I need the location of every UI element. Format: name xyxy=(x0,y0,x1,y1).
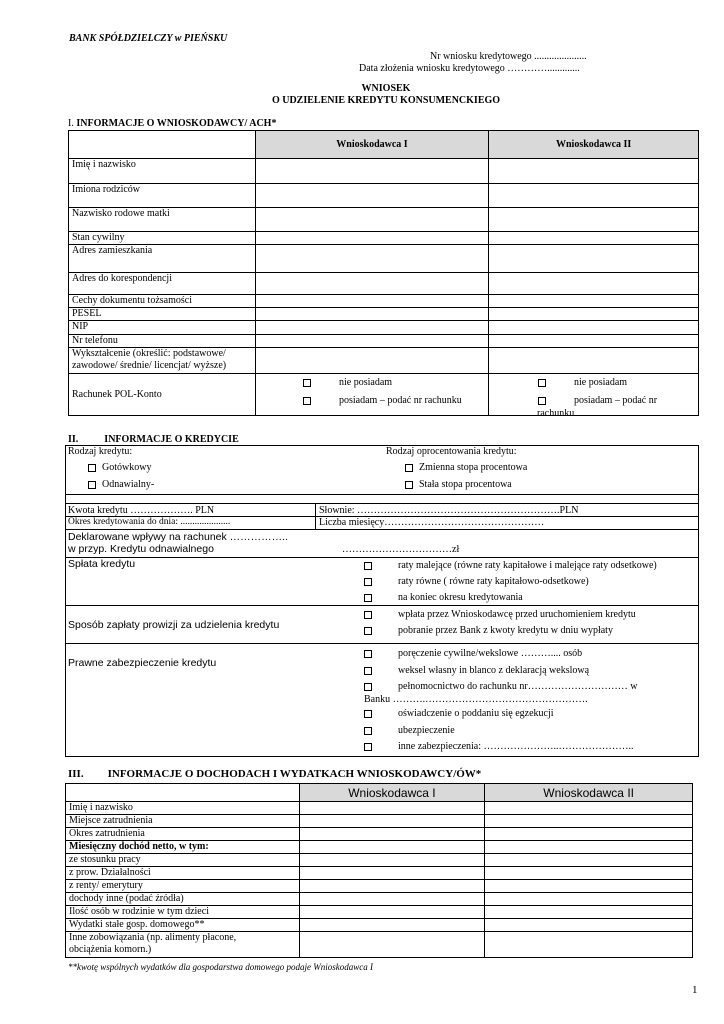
collateral-opt-ubezpieczenie[interactable]: ubezpieczenie xyxy=(364,725,455,737)
checkbox-icon[interactable] xyxy=(303,397,311,405)
row-label: Nr telefonu xyxy=(69,335,256,348)
repayment-opt-malejace[interactable]: raty malejące (równe raty kapitałowe i malejące raty odsetkowe) xyxy=(364,560,657,572)
input-cell[interactable] xyxy=(299,841,485,854)
checkbox-icon[interactable] xyxy=(364,578,372,586)
input-cell[interactable] xyxy=(299,802,485,815)
input-cell[interactable] xyxy=(299,932,485,958)
input-cell[interactable] xyxy=(485,867,693,880)
row-label: Cechy dokumentu tożsamości xyxy=(69,295,256,308)
input-cell[interactable] xyxy=(485,932,693,958)
interest-type-label: Rodzaj oprocentowania kredytu: xyxy=(386,446,517,457)
input-cell[interactable] xyxy=(255,273,489,295)
repayment-opt-koniec[interactable]: na koniec okresu kredytowania xyxy=(364,592,523,604)
input-cell[interactable] xyxy=(485,906,693,919)
form-title: WNIOSEK xyxy=(361,83,411,94)
row-label: Miejsce zatrudnienia xyxy=(66,815,300,828)
checkbox-icon[interactable] xyxy=(405,481,413,489)
commission-opt-wplata[interactable]: wpłata przez Wnioskodawcę przed uruchomieniem kredytu xyxy=(364,609,636,621)
checkbox-icon[interactable] xyxy=(303,379,311,387)
applicant-info-table xyxy=(68,130,699,416)
repayment-opt-rowne[interactable]: raty równe ( równe raty kapitałowo-odsetkowe) xyxy=(364,576,589,588)
row-label: NIP xyxy=(69,321,256,335)
collateral-opt-weksel[interactable]: weksel własny in blanco z deklaracją wekslową xyxy=(364,665,589,677)
checkbox-icon[interactable] xyxy=(364,650,372,658)
input-cell[interactable] xyxy=(489,159,699,184)
acc2-opt-nie[interactable]: nie posiadam xyxy=(538,377,627,389)
acc1-opt-posiadam[interactable]: posiadam – podać nr rachunku xyxy=(303,395,462,407)
checkbox-icon[interactable] xyxy=(364,727,372,735)
input-cell[interactable] xyxy=(489,335,699,348)
input-cell[interactable] xyxy=(489,208,699,232)
row-label-obligations: Inne zobowiązania (np. alimenty płacone, obciążenia komorn.) xyxy=(66,932,300,958)
input-cell[interactable] xyxy=(255,295,489,308)
section2-heading: II. INFORMACJE O KREDYCIE xyxy=(68,434,239,445)
input-cell[interactable] xyxy=(489,232,699,245)
row-label: Nazwisko rodowe matki xyxy=(69,208,256,232)
acc2-opt-posiadam[interactable]: posiadam – podać nr xyxy=(538,395,657,407)
checkbox-icon[interactable] xyxy=(364,611,372,619)
collateral-label: Prawne zabezpieczenie kredytu xyxy=(68,657,217,669)
row-label: z renty/ emerytury xyxy=(66,880,300,893)
months-count[interactable]: Liczba miesięcy………………………………………… xyxy=(319,517,545,528)
checkbox-icon[interactable] xyxy=(88,464,96,472)
input-cell[interactable] xyxy=(255,159,489,184)
commission-label: Sposób zapłaty prowizji za udzielenia kredytu xyxy=(68,619,280,631)
input-cell[interactable] xyxy=(255,321,489,335)
checkbox-icon[interactable] xyxy=(405,464,413,472)
input-cell[interactable] xyxy=(299,867,485,880)
input-cell[interactable] xyxy=(299,919,485,932)
row-label-account: Rachunek POL-Konto xyxy=(69,374,256,416)
input-cell[interactable] xyxy=(255,245,489,273)
row-label: Imię i nazwisko xyxy=(66,802,300,815)
credit-type-label: Rodzaj kredytu: xyxy=(68,446,133,457)
page-number: 1 xyxy=(692,984,698,996)
collateral-opt-pelnomocnictwo[interactable]: pełnomocnictwo do rachunku nr………………………… w xyxy=(364,681,637,693)
bank-name: BANK SPÓŁDZIELCZY w PIEŃSKU xyxy=(69,33,228,44)
income-applicant2-header: Wnioskodawca II xyxy=(485,784,693,802)
repayment-label: Spłata kredytu xyxy=(68,558,136,570)
input-cell[interactable] xyxy=(485,854,693,867)
application-date: Data złożenia wniosku kredytowego …………............. xyxy=(359,63,580,74)
declared-inflows: Deklarowane wpływy na rachunek …………….. w przyp. Kredytu odnawialnego xyxy=(68,531,288,555)
row-label: Ilość osób w rodzinie w tym dzieci xyxy=(66,906,300,919)
applicant1-header: Wnioskodawca I xyxy=(255,131,489,159)
input-cell[interactable] xyxy=(255,184,489,208)
applicant2-header: Wnioskodawca II xyxy=(489,131,699,159)
row-label: Miesięczny dochód netto, w tym: xyxy=(66,841,300,854)
credit-amount-words[interactable]: Słownie: …………………………………………………….PLN xyxy=(319,505,579,516)
input-cell[interactable] xyxy=(299,893,485,906)
checkbox-icon[interactable] xyxy=(88,481,96,489)
checkbox-icon[interactable] xyxy=(364,710,372,718)
row-label: Wydatki stałe gosp. domowego** xyxy=(66,919,300,932)
interest-stala[interactable]: Stała stopa procentowa xyxy=(405,479,512,491)
acc1-opt-nie[interactable]: nie posiadam xyxy=(303,377,392,389)
input-cell[interactable] xyxy=(489,184,699,208)
credit-type-odnawialny[interactable]: Odnawialny- xyxy=(88,479,154,491)
commission-opt-pobranie[interactable]: pobranie przez Bank z kwoty kredytu w dniu wypłaty xyxy=(364,625,613,637)
row-label: Okres zatrudnienia xyxy=(66,828,300,841)
checkbox-icon[interactable] xyxy=(364,743,372,751)
row-label: dochody inne (podać źródła) xyxy=(66,893,300,906)
input-cell[interactable] xyxy=(299,815,485,828)
input-cell[interactable] xyxy=(255,308,489,321)
row-label: z prow. Działalności xyxy=(66,867,300,880)
row-label: PESEL xyxy=(69,308,256,321)
input-cell[interactable] xyxy=(485,841,693,854)
collateral-opt-inne[interactable]: inne zabezpieczenia: …………………..………………….. xyxy=(364,741,634,753)
checkbox-icon[interactable] xyxy=(538,379,546,387)
checkbox-icon[interactable] xyxy=(364,562,372,570)
form-subtitle: O UDZIELENIE KREDYTU KONSUMENCKIEGO xyxy=(271,95,501,106)
income-table xyxy=(65,783,693,958)
collateral-opt-oswiadczenie[interactable]: oświadczenie o poddaniu się egzekucji xyxy=(364,708,554,720)
input-cell[interactable] xyxy=(485,815,693,828)
section1-heading: I. INFORMACJE O WNIOSKODAWCY/ ACH* xyxy=(68,118,277,129)
declared-inflows-value[interactable]: ……………………………zł xyxy=(342,544,460,555)
input-cell[interactable] xyxy=(485,802,693,815)
input-cell[interactable] xyxy=(485,828,693,841)
row-label-education: Wykształcenie (określić: podstawowe/ zawodowe/ średnie/ licencjat/ wyższe) xyxy=(69,348,256,374)
checkbox-icon[interactable] xyxy=(364,627,372,635)
footnote: **kwotę wspólnych wydatków dla gospodarstwa domowego podaje Wnioskodawca I xyxy=(68,962,373,972)
row-label: Adres zamieszkania xyxy=(69,245,256,273)
interest-zmienna[interactable]: Zmienna stopa procentowa xyxy=(405,462,527,474)
input-cell[interactable] xyxy=(485,893,693,906)
input-cell[interactable] xyxy=(489,295,699,308)
row-label: ze stosunku pracy xyxy=(66,854,300,867)
row-label: Imię i nazwisko xyxy=(69,159,256,184)
input-cell[interactable] xyxy=(255,335,489,348)
credit-type-gotowkowy[interactable]: Gotówkowy xyxy=(88,462,151,474)
input-cell[interactable] xyxy=(489,348,699,374)
input-cell[interactable] xyxy=(299,880,485,893)
input-cell[interactable] xyxy=(489,308,699,321)
input-cell[interactable] xyxy=(299,828,485,841)
checkbox-icon[interactable] xyxy=(364,683,372,691)
credit-amount[interactable]: Kwota kredytu ………………. PLN xyxy=(68,505,215,516)
input-cell[interactable] xyxy=(489,245,699,273)
credit-period[interactable]: Okres kredytowania do dnia: ..................... xyxy=(68,517,231,527)
input-cell[interactable] xyxy=(489,273,699,295)
income-applicant1-header: Wnioskodawca I xyxy=(299,784,485,802)
application-number: Nr wniosku kredytowego ..................... xyxy=(430,51,587,62)
row-label: Imiona rodziców xyxy=(69,184,256,208)
input-cell[interactable] xyxy=(299,906,485,919)
input-cell[interactable] xyxy=(485,880,693,893)
input-cell[interactable] xyxy=(489,321,699,335)
row-label: Stan cywilny xyxy=(69,232,256,245)
row-label: Adres do korespondencji xyxy=(69,273,256,295)
input-cell[interactable] xyxy=(485,919,693,932)
input-cell[interactable] xyxy=(255,208,489,232)
input-cell[interactable] xyxy=(255,232,489,245)
input-cell[interactable] xyxy=(299,854,485,867)
checkbox-icon[interactable] xyxy=(364,594,372,602)
collateral-opt-poreczenie[interactable]: poręczenie cywilne/wekslowe ……….... osób xyxy=(364,648,582,660)
input-cell[interactable] xyxy=(255,348,489,374)
checkbox-icon[interactable] xyxy=(364,667,372,675)
section3-heading: III. INFORMACJE O DOCHODACH I WYDATKACH WNIOSKODAWCY/ÓW* xyxy=(68,768,482,780)
checkbox-icon[interactable] xyxy=(538,397,546,405)
collateral-opt-pelnomocnictwo-cont[interactable]: Banku ……….…………………………………………. xyxy=(364,694,588,705)
acc2-opt-posiadam-cont: rachunku xyxy=(537,408,575,419)
